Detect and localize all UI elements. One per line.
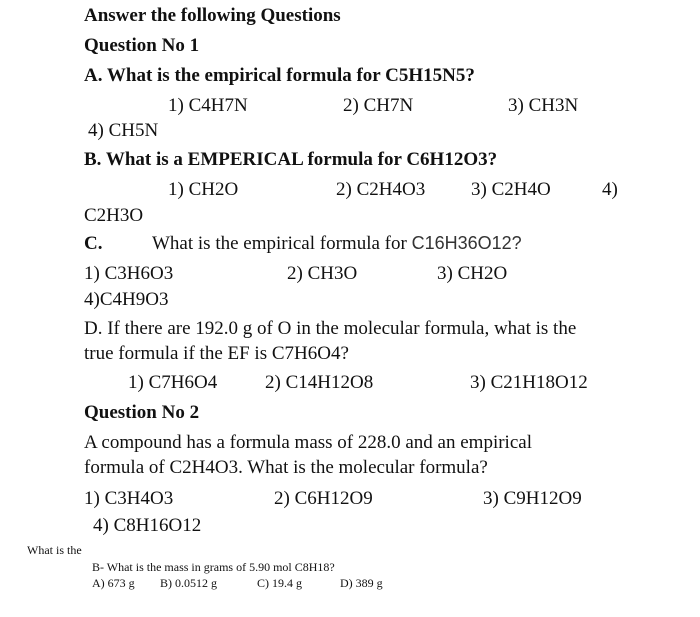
question-2-line-1: A compound has a formula mass of 228.0 and an empirical [84,432,532,453]
part-d-question-line-2: true formula if the EF is C7H6O4? [84,343,349,364]
question-1-title: Question No 1 [84,35,200,56]
footer-option-c: C) 19.4 g [257,576,302,590]
footer-question: B- What is the mass in grams of 5.90 mol C8H18? [92,560,335,574]
page-heading: Answer the following Questions [84,5,341,26]
part-b-question: B. What is a EMPERICAL formula for C6H12O3? [84,149,498,170]
part-c-question [152,234,522,253]
part-a-question: A. What is the empirical formula for C5H15N5? [84,65,475,86]
question-2-option-1: 1) C3H4O3 [84,488,174,509]
footer-option-d: D) 389 g [340,576,383,590]
part-c-option-4: 4)C4H9O3 [84,289,169,310]
question-2-option-3: 3) C9H12O9 [483,488,582,509]
footer-fragment: What is the [27,543,82,557]
part-c-option-3: 3) CH2O [437,263,508,284]
part-a-option-1: 1) C4H7N [168,95,248,116]
part-a-option-4: 4) CH5N [88,120,159,141]
part-d-option-1: 1) C7H6O4 [128,372,218,393]
footer-option-a: A) 673 g [92,576,135,590]
part-b-option-2: 2) C2H4O3 [336,179,426,200]
part-b-option-1: 1) CH2O [168,179,239,200]
footer-option-b: B) 0.0512 g [160,576,217,590]
part-a-option-3: 3) CH3N [508,95,579,116]
part-c-option-1: 1) C3H6O3 [84,263,174,284]
part-c-question-formula: C16H36O12? [411,233,522,253]
question-2-line-2: formula of C2H4O3. What is the molecular formula? [84,457,488,478]
part-d-option-2: 2) C14H12O8 [265,372,374,393]
part-b-option-4-value: C2H3O [84,205,144,226]
part-d-option-3: 3) C21H18O12 [470,372,588,393]
part-d-question-line-1: D. If there are 192.0 g of O in the molecular formula, what is the [84,318,577,339]
part-a-option-2: 2) CH7N [343,95,414,116]
part-b-option-4-number: 4) [602,179,618,200]
part-c-label: C. [84,233,103,254]
part-b-option-3: 3) C2H4O [471,179,551,200]
question-2-option-4: 4) C8H16O12 [93,515,202,536]
question-2-title: Question No 2 [84,402,200,423]
part-c-question-text: What is the empirical formula for [152,233,412,254]
part-c-option-2: 2) CH3O [287,263,358,284]
question-2-option-2: 2) C6H12O9 [274,488,373,509]
